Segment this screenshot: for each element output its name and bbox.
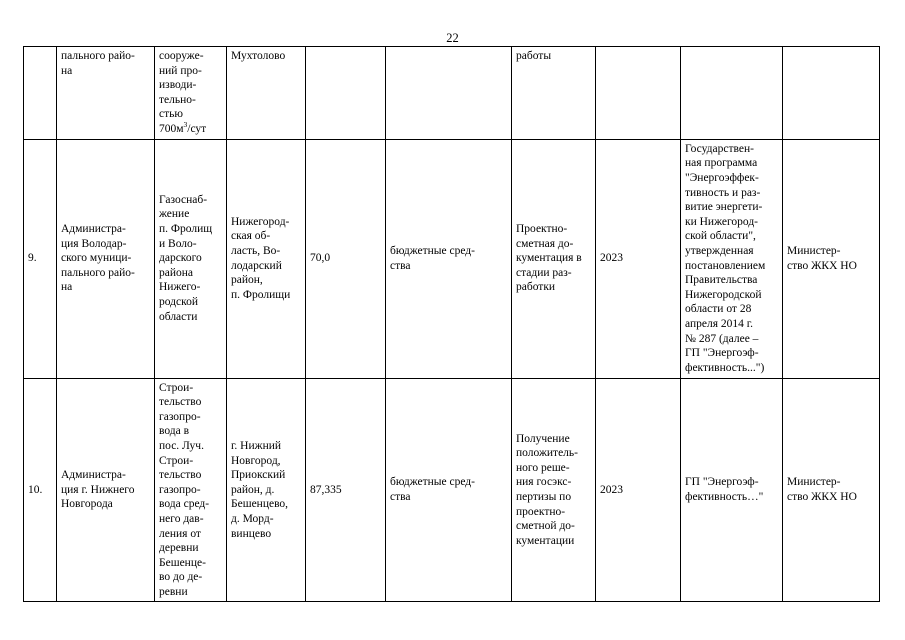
table-row [24,139,880,378]
organization-cell: пального райо- на [57,47,155,140]
funding-source-cell: бюджетные сред- ства [386,378,512,602]
object-cell: сооруже- ний про- изводи- тельно- стью $700м^3$/сут [155,47,227,140]
amount-cell: 87,335 [306,378,386,602]
location-cell: Нижегород- ская об- ласть, Во- лодарский район, п. Фролищи [227,139,306,378]
program-table [23,46,880,602]
program-cell: Государствен- ная программа "Энергоэффек- тивность и раз- витие энергети- ки Нижегород- ской области", утвержденная постановлением Правительства Нижегородской области от 28 апреля 2014 г. № 287 (далее – ГП "Энергоэф- фективность...") [681,139,783,378]
row-number-cell: 9. [24,139,57,378]
year-cell: 2023 [596,378,681,602]
ministry-cell: Министер- ство ЖКХ НО [783,139,880,378]
status-cell: работы [512,47,596,140]
program-cell [681,47,783,140]
amount-cell [306,47,386,140]
year-cell [596,47,681,140]
location-cell: Мухтолово [227,47,306,140]
organization-cell: Администра- ция Володар- ского муници- пального райо- на [57,139,155,378]
status-cell: Проектно- сметная до- кументация в стадии раз- работки [512,139,596,378]
superscript: 3 [183,120,188,130]
location-cell: г. Нижний Новгород, Приокский район, д. Бешенцево, д. Морд- винцево [227,378,306,602]
object-cell: Газоснаб- жение п. Фролищ и Воло- дарского района Нижего- родской области [155,139,227,378]
program-cell: ГП "Энергоэф- фективность…" [681,378,783,602]
year-cell: 2023 [596,139,681,378]
status-cell: Получение положитель- ного реше- ния госэкс- пертизы по проектно- сметной до- кументации [512,378,596,602]
table-row [24,47,880,140]
funding-source-cell [386,47,512,140]
row-number-cell [24,47,57,140]
table-row [24,378,880,602]
ministry-cell: Министер- ство ЖКХ НО [783,378,880,602]
page-number: 22 [446,31,459,45]
ministry-cell [783,47,880,140]
funding-source-cell: бюджетные сред- ства [386,139,512,378]
object-cell: Строи- тельство газопро- вода в пос. Луч. Строи- тельство газопро- вода сред- него дав- ления от деревни Бешенце- во до де- ревни [155,378,227,602]
amount-cell: 70,0 [306,139,386,378]
organization-cell: Администра- ция г. Нижнего Новгорода [57,378,155,602]
row-number-cell: 10. [24,378,57,602]
